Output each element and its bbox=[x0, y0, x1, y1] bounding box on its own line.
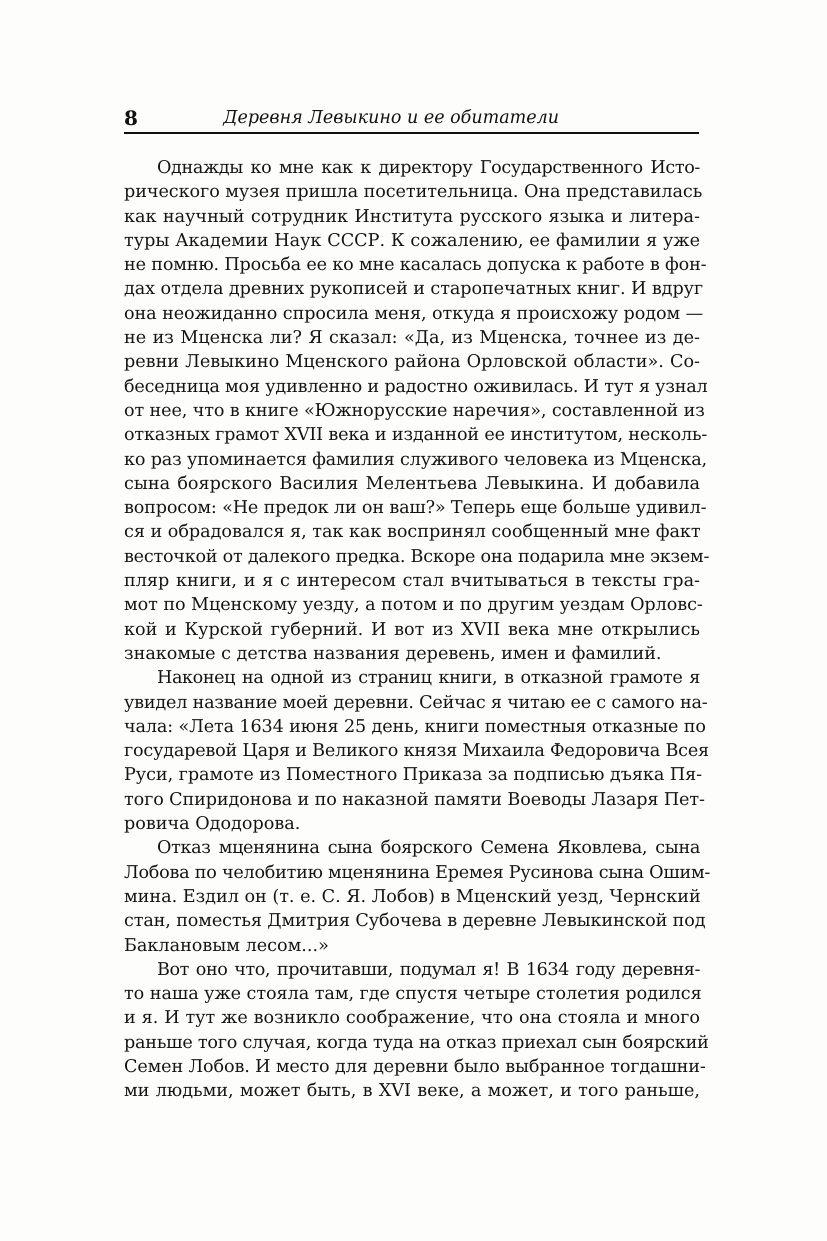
page-header bbox=[124, 104, 699, 134]
text-line: от нее, что в книге «Южнорусские наречия», составленной из bbox=[124, 400, 705, 421]
text-line: Руси, грамоте из Поместного Приказа за подписью дъяка Пя- bbox=[124, 765, 703, 786]
text-line: Вот оно что, прочитавши, подумал я! В 1634 году деревня- bbox=[157, 959, 700, 980]
text-line: кой и Курской губерний. И вот из XVII века мне открылись bbox=[124, 619, 700, 640]
text-line: пляр книги, и я с интересом стал вчитываться в тексты гра- bbox=[124, 571, 700, 592]
text-line: весточкой от далекого предка. Вскоре она подарила мне экзем- bbox=[124, 546, 710, 567]
paragraph-4 bbox=[124, 958, 709, 1104]
paragraph-1 bbox=[124, 156, 710, 666]
text-line: Наконец на одной из страниц книги, в отказной грамоте я bbox=[157, 668, 700, 689]
text-line: государевой Царя и Великого князя Михаила Федоровича Всея bbox=[124, 741, 709, 762]
text-line: не помню. Просьба ее ко мне касалась допуска к работе в фон- bbox=[124, 255, 707, 276]
text-line: туры Академии Наук СССР. К сожалению, ее фамилии я уже bbox=[124, 230, 700, 251]
text-line: Лобова по челобитию мценянина Еремея Русинова сына Ошим- bbox=[124, 862, 711, 883]
text-line: Однажды ко мне как к директору Государственного Исто- bbox=[157, 158, 700, 178]
text-line: и я. И тут же возникло соображение, что она стояла и много bbox=[124, 1008, 700, 1029]
text-line: стан, поместья Дмитрия Субочева в деревне Левыкинской под bbox=[124, 911, 706, 932]
page-number: 8 bbox=[124, 106, 138, 130]
text-line: то наша уже стояла там, где спустя четыре столетия родился bbox=[124, 984, 702, 1005]
paragraph-2 bbox=[124, 666, 709, 836]
running-title: Деревня Левыкино и ее обитатели bbox=[223, 108, 559, 128]
text-line: отказных грамот XVII века и изданной ее институтом, несколь- bbox=[124, 425, 708, 446]
text-line: Семен Лобов. И место для деревни было выбранное тогдашни- bbox=[124, 1056, 706, 1077]
text-line: мина. Ездил он (т. е. С. Я. Лобов) в Мценский уезд, Чернский bbox=[124, 886, 701, 907]
text-line: ревни Левыкино Мценского района Орловской области». Со- bbox=[124, 352, 700, 373]
text-line: раньше того случая, когда туда на отказ приехал сын боярский bbox=[124, 1032, 709, 1053]
text-line: Баклановым лесом...» bbox=[124, 935, 329, 956]
text-line: дах отдела древних рукописей и старопечатных книг. И вдруг bbox=[124, 279, 704, 300]
paragraph-3 bbox=[124, 836, 711, 957]
text-line: ровича Ододорова. bbox=[124, 814, 301, 835]
text-line: чала: «Лета 1634 июня 25 день, книги поместныя отказные по bbox=[124, 716, 706, 737]
text-line: ко раз упоминается фамилия служивого человека из Мценска, bbox=[124, 449, 707, 470]
text-line: знакомые с детства названия деревень, имен и фамилий. bbox=[124, 643, 662, 664]
text-line: того Спиридонова и по наказной памяти Воеводы Лазаря Пет- bbox=[124, 789, 705, 810]
text-line: беседница моя удивленно и радостно оживилась. И тут я узнал bbox=[124, 376, 708, 397]
text-line: мот по Мценскому уезду, а потом и по другим уездам Орловс- bbox=[124, 595, 703, 616]
text-line: рического музея пришла посетительница. Она представилась bbox=[124, 182, 703, 203]
body-text bbox=[124, 156, 711, 1104]
text-line: как научный сотрудник Института русского языка и литера- bbox=[124, 206, 700, 227]
text-line: увидел название моей деревни. Сейчас я читаю ее с самого на- bbox=[124, 692, 708, 713]
text-line: сына боярского Василия Мелентьева Левыкина. И добавила bbox=[124, 473, 700, 494]
text-line: она неожиданно спросила меня, откуда я происхожу родом — bbox=[124, 303, 704, 324]
text-line: не из Мценска ли? Я сказал: «Да, из Мценска, точнее из де- bbox=[124, 328, 700, 349]
text-line: вопросом: «Не предок ли он ваш?» Теперь еще больше удивил- bbox=[124, 498, 707, 519]
text-line: ся и обрадовался я, так как воспринял сообщенный мне факт bbox=[124, 522, 701, 543]
text-line: ми людьми, может быть, в XVI веке, а может, и того раньше, bbox=[124, 1081, 700, 1102]
text-line: Отказ мценянина сына боярского Семена Яковлева, сына bbox=[157, 838, 700, 859]
